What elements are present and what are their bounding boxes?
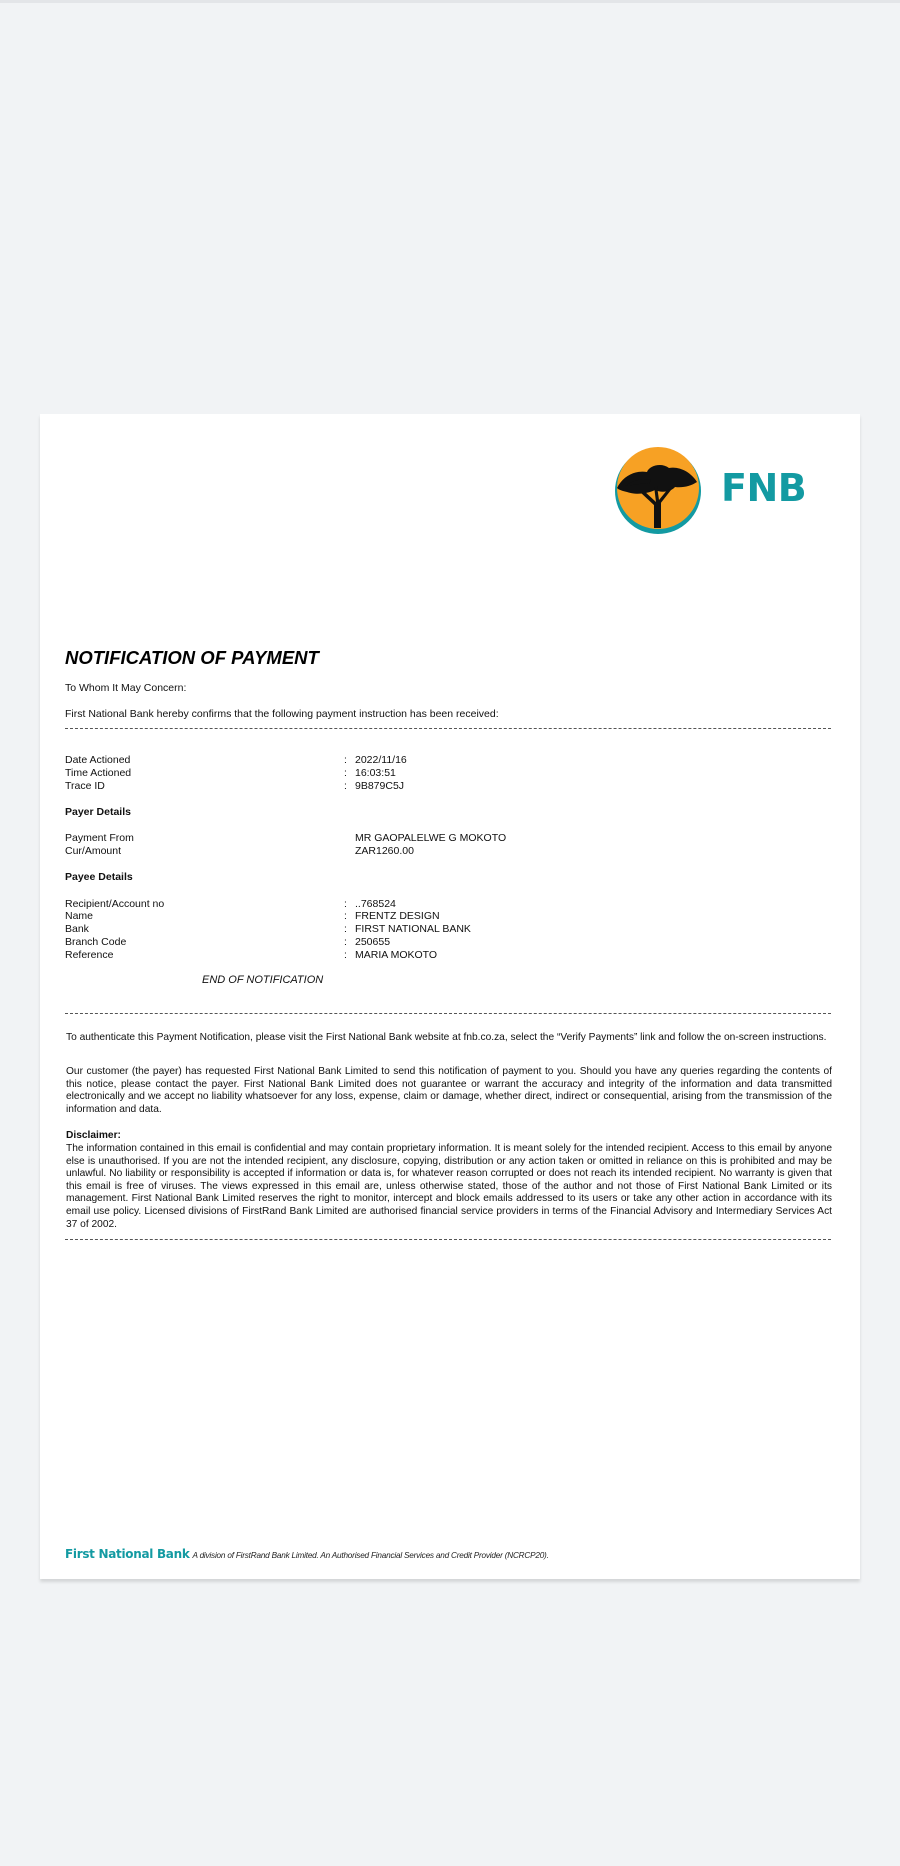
intro-text: First National Bank hereby confirms that the following payment instruction has been received: [65, 708, 499, 720]
divider [65, 1013, 831, 1014]
row-label: Time Actioned [65, 767, 132, 779]
authenticate-text: To authenticate this Payment Notification, please visit the First National Bank website at fnb.co.za, select the “Verify Payments” link and follow the on-screen instructions. [66, 1032, 827, 1043]
payee-row [65, 949, 831, 962]
row-value: ..768524 [355, 898, 396, 910]
disclaimer-text: The information contained in this email is confidential and may contain proprietary information. It is meant solely for the intended recipient. Access to this email by anyone else is unauthorised. If you are not the intended recipient, any disclosure, copying, distribution or any action taken or omitted in reliance on this is prohibited and may be unlawful. No liability or responsibility is accepted if information or data is, for whatever reason corrupted or does not reach its intended recipient. No warranty is given that this email is free of viruses. The views expressed in this email are, unless otherwise stated, those of the author and not those of First National Bank Limited or its management. First National Bank Limited reserves the right to monitor, intercept and block emails addressed to its users or take any other action in accordance with its email use policy. Licensed divisions of FirstRand Bank Limited are authorised financial service providers in terms of the Financial Advisory and Intermediary Services Act 37 of 2002. [66, 1143, 832, 1230]
row-value: MARIA MOKOTO [355, 949, 438, 961]
row-colon: : [344, 767, 347, 779]
row-label: Trace ID [65, 780, 105, 792]
divider [65, 728, 831, 729]
row-label: Payment From [65, 832, 134, 844]
row-label: Recipient/Account no [65, 898, 165, 910]
row-value: FRENTZ DESIGN [355, 910, 440, 922]
footer [65, 1545, 549, 1563]
row-colon: : [344, 898, 347, 910]
row-label: Reference [65, 949, 114, 961]
transaction-row [65, 780, 831, 793]
row-label: Date Actioned [65, 754, 131, 766]
payer-heading: Payer Details [65, 806, 131, 818]
row-value: MR GAOPALELWE G MOKOTO [355, 832, 507, 844]
top-bar [0, 0, 900, 3]
row-value: 250655 [355, 936, 391, 948]
payee-row [65, 910, 831, 923]
row-value: FIRST NATIONAL BANK [355, 923, 471, 935]
transaction-row [65, 767, 831, 780]
row-value: ZAR1260.00 [355, 845, 414, 857]
row-value: 9B879C5J [355, 780, 405, 792]
row-colon: : [344, 923, 347, 935]
payee-row [65, 923, 831, 936]
payer-row [65, 845, 831, 858]
row-colon: : [344, 754, 347, 766]
disclaimer-heading: Disclaimer: [66, 1130, 121, 1141]
end-of-notification: END OF NOTIFICATION [202, 974, 324, 986]
transaction-row [65, 754, 831, 767]
document-page [40, 414, 860, 1579]
row-colon: : [344, 949, 347, 961]
payee-row [65, 936, 831, 949]
fnb-logo [613, 446, 833, 536]
row-label: Cur/Amount [65, 845, 122, 857]
footer-description: A division of FirstRand Bank Limited. An Authorised Financial Services and Credit Provider (NCRCP20). [192, 1551, 549, 1560]
row-colon: : [344, 936, 347, 948]
page-title: NOTIFICATION OF PAYMENT [65, 647, 319, 668]
footer-brand: First National Bank [65, 1547, 190, 1561]
payee-heading: Payee Details [65, 871, 133, 883]
row-colon: : [344, 780, 347, 792]
fnb-logo-text: FNB [721, 466, 807, 510]
row-label: Name [65, 910, 94, 922]
row-label: Branch Code [65, 936, 127, 948]
row-value: 16:03:51 [355, 767, 396, 779]
row-label: Bank [65, 923, 89, 935]
divider [65, 1239, 831, 1240]
fnb-tree-icon [613, 446, 705, 538]
row-colon: : [344, 910, 347, 922]
row-value: 2022/11/16 [355, 754, 407, 766]
payer-row [65, 832, 831, 845]
customer-notice-text: Our customer (the payer) has requested First National Bank Limited to send this notification of payment to you. Should you have any queries regarding the contents of this notice, please contact the payer. First National Bank Limited does not guarantee or warrant the accuracy and integrity of the information and data transmitted electronically and we accept no liability whatsoever for any loss, expense, claim or damage, whether direct, indirect or consequential, arising from the transmission of the information and data. [66, 1066, 832, 1115]
greeting: To Whom It May Concern: [65, 682, 187, 694]
